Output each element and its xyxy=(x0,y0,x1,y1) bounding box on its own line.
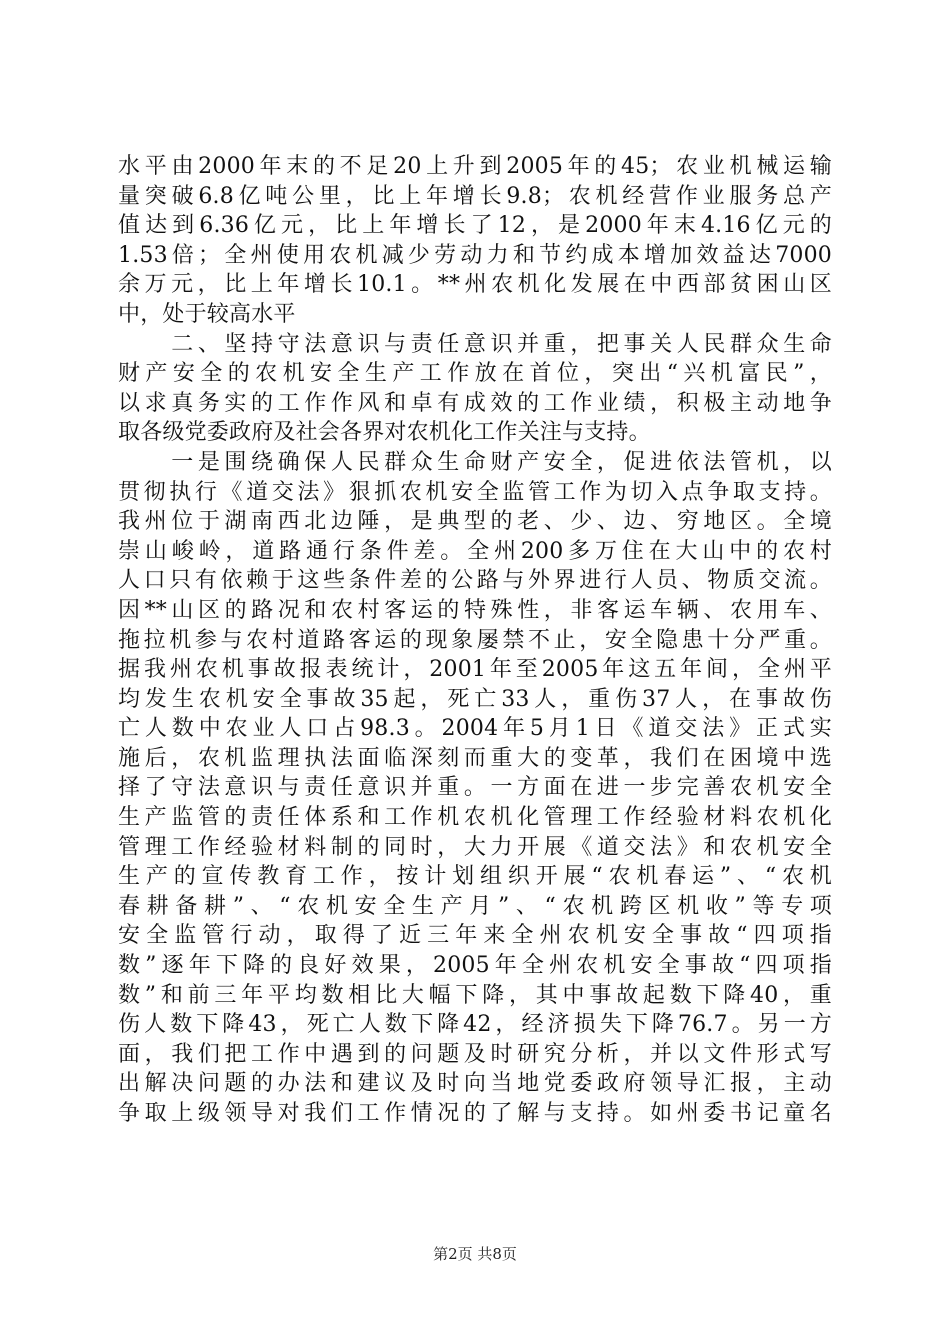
body-text-line: 余万元，比上年增长10.1。**州农机化发展在中西部贫困山区 xyxy=(118,272,832,298)
document-body xyxy=(118,152,832,1129)
body-text-line: 1.53倍；全州使用农机减少劳动力和节约成本增加效益达7000 xyxy=(118,242,832,268)
page-number-footer: 第2页 共8页 xyxy=(433,1245,517,1263)
body-text-line: 出解决问题的办法和建议及时向当地党委政府领导汇报，主动 xyxy=(118,1071,832,1097)
body-text-line: 崇山峻岭，道路通行条件差。全州200多万住在大山中的农村 xyxy=(118,538,832,564)
body-text-line: 我州位于湖南西北边陲，是典型的老、少、边、穷地区。全境 xyxy=(118,509,832,535)
body-text-line: 争取上级领导对我们工作情况的了解与支持。如州委书记童名 xyxy=(118,1101,832,1126)
body-text-line: 生产监管的责任体系和工作机农机化管理工作经验材料农机化 xyxy=(118,805,832,831)
body-text-line: 财产安全的农机安全生产工作放在首位，突出“兴机富民”， xyxy=(118,361,832,387)
body-text-line: 安全监管行动，取得了近三年来全州农机安全事故“四项指 xyxy=(118,923,832,949)
body-text-line: 亡人数中农业人口占98.3。2004年5月1日《道交法》正式实 xyxy=(118,716,832,742)
body-text-line: 均发生农机安全事故35起，死亡33人，重伤37人，在事故伤 xyxy=(118,686,832,712)
body-text-line: 贯彻执行《道交法》狠抓农机安全监管工作为切入点争取支持。 xyxy=(118,479,832,505)
body-text-line: 二、坚持守法意识与责任意识并重，把事关人民群众生命 xyxy=(118,331,832,357)
body-text-line: 取各级党委政府及社会各界对农机化工作关注与支持。 xyxy=(118,420,651,446)
body-text-line: 一是围绕确保人民群众生命财产安全，促进依法管机，以 xyxy=(118,449,832,475)
body-text-line: 中，处于较高水平 xyxy=(118,301,296,327)
body-text-line: 管理工作经验材料制的同时，大力开展《道交法》和农机安全 xyxy=(118,834,832,860)
body-text-line: 人口只有依赖于这些条件差的公路与外界进行人员、物质交流。 xyxy=(118,568,832,594)
body-text-line: 生产的宣传教育工作，按计划组织开展“农机春运”、“农机 xyxy=(118,864,832,890)
body-text-line: 面，我们把工作中遇到的问题及时研究分析，并以文件形式写 xyxy=(118,1041,832,1067)
body-text-line: 因**山区的路况和农村客运的特殊性，非客运车辆、农用车、 xyxy=(118,597,832,623)
body-text-line: 春耕备耕”、“农机安全生产月”、“农机跨区机收”等专项 xyxy=(118,893,832,919)
body-text-line: 水平由2000年末的不足20上升到2005年的45；农业机械运输 xyxy=(118,154,832,179)
body-text-line: 数”逐年下降的良好效果，2005年全州农机安全事故“四项指 xyxy=(118,953,832,979)
body-text-line: 以求真务实的工作作风和卓有成效的工作业绩，积极主动地争 xyxy=(118,390,832,416)
body-text-line: 值达到6.36亿元，比上年增长了12，是2000年末4.16亿元的 xyxy=(118,213,832,239)
body-text-line: 数”和前三年平均数相比大幅下降，其中事故起数下降40，重 xyxy=(118,982,832,1008)
body-text-line: 量突破6.8亿吨公里，比上年增长9.8；农机经营作业服务总产 xyxy=(118,183,832,209)
body-text-line: 择了守法意识与责任意识并重。一方面在进一步完善农机安全 xyxy=(118,775,832,801)
body-text-line: 施后，农机监理执法面临深刻而重大的变革，我们在困境中选 xyxy=(118,745,832,771)
body-text-line: 伤人数下降43，死亡人数下降42，经济损失下降76.7。另一方 xyxy=(118,1012,832,1038)
body-text-line: 拖拉机参与农村道路客运的现象屡禁不止，安全隐患十分严重。 xyxy=(118,627,832,653)
body-text-line: 据我州农机事故报表统计，2001年至2005年这五年间，全州平 xyxy=(118,657,832,683)
